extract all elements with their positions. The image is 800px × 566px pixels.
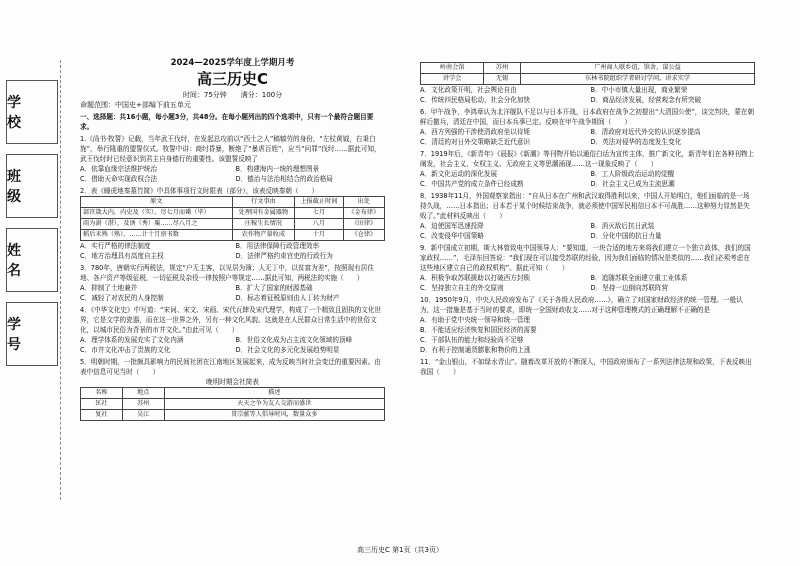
q6-option-d: D．英法对侵华的态度发生变化 bbox=[590, 138, 682, 146]
table-cell: 岭南会馆 bbox=[421, 63, 484, 74]
q6-option-b: B．清政府对近代外交的认识逐步提高 bbox=[590, 128, 701, 136]
q9-option-b: B．追随苏联全面建立重工业体系 bbox=[590, 274, 688, 282]
q1-option-d: D．德治与法治相结合的政治格局 bbox=[235, 175, 333, 183]
exam-subject: 高三历史C bbox=[196, 70, 268, 88]
q5-table-continued bbox=[420, 62, 755, 85]
q2-table bbox=[80, 196, 385, 241]
exam-scope: 命题范围：中国史+部编下前五单元 bbox=[80, 101, 191, 109]
table-cell: 无锡 bbox=[484, 74, 521, 85]
q4-option-a: A．理学体系的发展充实了文化内涵 bbox=[80, 336, 184, 344]
student-id-field: 学 号 bbox=[6, 302, 58, 366]
q11-stem: 11．“金山银山，不如绿水青山”。随着改革开放的不断深入，中国政府颁布了一系列法律法规和政策，下表反映出我国（ ） bbox=[420, 358, 752, 376]
q3-option-a: A．抑制了土地兼并 bbox=[80, 284, 138, 292]
table-cell: 苏州 bbox=[122, 399, 164, 410]
q6-option-c: C．清廷的对日外交策略缺乏近代意识 bbox=[420, 138, 531, 146]
q1-option-b: B．构建海内一统的理想图景 bbox=[235, 165, 320, 173]
q10-option-a: A．有助于党中央统一领导和统一管理 bbox=[420, 316, 531, 324]
q6-options bbox=[420, 127, 755, 147]
q1-options bbox=[80, 164, 385, 184]
q4-option-b: B．世俗文化成为占主流文化领域的顶峰 bbox=[235, 336, 353, 344]
q7-option-c: C．中国共产党的成立条件已经成熟 bbox=[420, 180, 524, 188]
q2-options bbox=[80, 241, 385, 261]
table-header: 描述 bbox=[164, 388, 384, 399]
table-cell: 八月 bbox=[295, 219, 343, 230]
table-cell: 《仓律》 bbox=[343, 230, 384, 241]
q4-option-c: C．市井文化冲击了贵族的文化 bbox=[80, 346, 171, 354]
table-cell: 稻后禾熟（熟），……计十月禀书数 bbox=[81, 230, 233, 241]
table-cell: 广州商人联乡谊，馆舍，谋公益 bbox=[521, 63, 755, 74]
q3-option-b: B．扩大了国家的财源基础 bbox=[235, 284, 313, 292]
q10-option-c: C．干部队伍的能力和经验尚不足够 bbox=[420, 336, 524, 344]
table-cell: 雨为澍（湛），及诱（秀）粟……尽八月之 bbox=[81, 219, 233, 230]
table-cell: 七月 bbox=[295, 208, 343, 219]
q7-option-d: D．社会主义已成为主流思潮 bbox=[590, 180, 675, 188]
left-column bbox=[80, 58, 385, 421]
q8-options bbox=[420, 221, 755, 241]
table-cell: 讲学会 bbox=[421, 74, 484, 85]
q1-option-a: A．依靠血缘宗法维护统治 bbox=[80, 165, 158, 173]
table-row bbox=[81, 399, 385, 410]
table-cell: 部官箴大内，内史及（实），尽七月而觱（毕） bbox=[81, 208, 233, 219]
q9-stem: 9．新中国成立初期，斯大林曾致电中国领导人：“要知道，一块合适的地方来将我们建立一个独立政体，我们的国家政权……”，毛泽东回答说：“我们现在可以接受苏联的经验，因为我们面临的情况是类似的……我们必须考虑在这些地区建立自己的政权机构”。据此可知（ ） bbox=[420, 244, 751, 272]
table-row bbox=[81, 230, 385, 241]
q8-option-a: A．迫使国军迅速投降 bbox=[420, 222, 484, 230]
q8-stem: 8．1938年11月，外国观察家指出：“自从日本在广州和武汉取得胜利以来，中国人开始明白，他们面临的是一场持久战，……日本指出；日本若于某个时候结束战争，就必须使中国军民相信日本不可战胜……这种努力显然是失败了。”此材料反映出（ ） bbox=[420, 192, 750, 220]
q4-option-d: D．社会文化的多元化发展趋势明显 bbox=[235, 346, 340, 354]
q5-options bbox=[420, 85, 755, 105]
name-field: 姓 名 bbox=[6, 228, 58, 292]
table-cell: 吴江 bbox=[122, 410, 164, 421]
q5-stem: 5．明朝时期，一批颇具影响力的民间社团在江南地区发展起来，成为反映当时社会变迁的重要因素。由表中信息可见当时（ ） bbox=[80, 358, 381, 376]
exam-title: 2024—2025学年度上学期月考 bbox=[170, 58, 295, 68]
binding-line bbox=[60, 60, 61, 500]
q2-option-b: B．用法律保障行政管理效率 bbox=[235, 242, 320, 250]
q5-table bbox=[80, 387, 385, 421]
class-field: 班 级 bbox=[6, 154, 58, 218]
page-footer: 高三历史C 第1页（共3页） bbox=[356, 546, 444, 554]
q9-options bbox=[420, 273, 755, 293]
table-cell: 农作物产量收成 bbox=[232, 230, 295, 241]
q10-option-d: D．有利于控制通货膨胀和物价的上涨 bbox=[420, 346, 531, 354]
table-cell: 东林书院组织学者研讨学问，讲求实学 bbox=[521, 74, 755, 85]
q3-option-d: D．标志着征税原则由人丁转为财产 bbox=[235, 294, 340, 302]
q7-option-a: A．新文化运动的深化发展 bbox=[420, 170, 498, 178]
right-column bbox=[420, 62, 755, 377]
table-cell: 匡社 bbox=[81, 399, 123, 410]
table-header: 行文事由 bbox=[232, 197, 295, 208]
table-row bbox=[81, 208, 385, 219]
q9-option-a: A．积极争取苏联援助以打破西方封锁 bbox=[420, 274, 531, 282]
q8-option-b: B．消灭敌后抗日武装 bbox=[590, 222, 655, 230]
table-cell: 处理国有金属器物 bbox=[232, 208, 295, 219]
q3-option-c: C．减轻了对农民的人身控制 bbox=[80, 294, 164, 302]
q2-option-d: D．法律严格约束官吏的行政行为 bbox=[235, 252, 333, 260]
q2-stem: 2．表《睡虎地秦墓竹简》中具体事项行文时限表（部分），该表反映秦朝（ ） bbox=[80, 187, 319, 195]
table-cell: 贯宗献等人倡导时风，数量众多 bbox=[164, 410, 384, 421]
table-cell: 天天之争为友人交游而盛世 bbox=[164, 399, 384, 410]
table-cell: 《金布律》 bbox=[343, 208, 384, 219]
q6-stem: 6．甲午战争，李鸿章认为北洋舰队不足以与日本开战，日本政府在战争之初提出“大清国公使”，谈完判决，蒙在朝鲜后撤兵，清廷在中国，而日本兵事已定。反映在甲午战争期间（ ） bbox=[420, 108, 755, 126]
table-cell: 十月 bbox=[295, 230, 343, 241]
q4-options bbox=[80, 335, 385, 355]
table-cell: 《田律》 bbox=[343, 219, 384, 230]
table-header: 名称 bbox=[81, 388, 123, 399]
q5-option-d: D．商品经济发展，经营观念有所突破 bbox=[590, 96, 702, 104]
q5-option-b: B．中小市镇大量出现，商业繁荣 bbox=[590, 86, 688, 94]
exam-meta: 时间：75分钟 满分：100分 bbox=[182, 91, 283, 99]
q5-table-caption: 晚明时期会社简表 bbox=[206, 378, 259, 386]
table-cell: 复社 bbox=[81, 410, 123, 421]
q10-option-b: B．不能适应经济恢复和国民经济的需要 bbox=[420, 326, 537, 334]
q5-option-a: A．文化政策开明，社会舆论自由 bbox=[420, 86, 517, 94]
table-header: 上报截止时间 bbox=[295, 197, 343, 208]
q8-option-c: C．改变侵华中国策略 bbox=[420, 232, 484, 240]
q9-option-d: D．坚持一边倒向苏联阵营 bbox=[590, 284, 669, 292]
q3-stem: 3．780年，唐朝实行两税法，规定“户无主客，以见居为簿；人无丁中，以贫富为差”，按照现有居住地、各户资产等级征税，一切征税及杂役一律按照户等规定……据此可知，两税法的实施（ ） bbox=[80, 264, 374, 282]
q4-stem: 4．《中华文化史》中写道：“宋词、宋文、宋画、宋代瓦肆及宋代理学，构成了一个精致且固执的文化世界，它是文学的瓷器，而在这一世界之外，另有一种文化风貌。这就是在人民群众日常生活中的世俗文化，以城市民俗为背景的市井文化。”由此可见（ ） bbox=[80, 306, 382, 334]
q5-option-c: C．传统四民格局松动，社会分化加快 bbox=[420, 96, 531, 104]
table-row bbox=[421, 74, 755, 85]
table-cell: 苏州 bbox=[484, 63, 521, 74]
table-row bbox=[421, 63, 755, 74]
table-row bbox=[81, 410, 385, 421]
q7-option-b: B．工人阶级政治运动的觉醒 bbox=[590, 170, 675, 178]
table-header: 出处 bbox=[343, 197, 384, 208]
q2-option-a: A．实行严格的律法制度 bbox=[80, 242, 151, 250]
table-header: 地点 bbox=[122, 388, 164, 399]
q8-option-d: D．分化中国的抗日力量 bbox=[590, 232, 662, 240]
q3-options bbox=[80, 283, 385, 303]
q2-option-c: C．地方治理具有高度自主权 bbox=[80, 252, 164, 260]
section-heading: 一、选择题：共16小题，每小题3分，共48分。在每小题列出的四个选项中，只有一个最符合题目要求。 bbox=[80, 113, 374, 131]
q10-stem: 10．1950年9月，中央人民政府发布了《关于各级人民政府……》，确立了对国家财政经济的统一管理。一般认为，这一措施是基于当时的要求，即统一全国财政收支……对于这种管理模式的正确理解不正确的是 bbox=[420, 296, 743, 314]
q10-options bbox=[420, 315, 755, 355]
q1-option-c: C．借助天命实现政权合法 bbox=[80, 175, 158, 183]
q7-stem: 7．1919年后，《新青年》《晨报》《新潮》等刊物开始以通俗白话为宣传主体，推广新文化，新青年们在各种刊物上阐发，社会主义、女权主义、无政府主义等思潮涌现……这一现象反映了（ ） bbox=[420, 150, 755, 168]
table-header: 原文 bbox=[81, 197, 233, 208]
q7-options bbox=[420, 169, 755, 189]
q1-stem: 1.《尚书·牧誓》记载，当年武王伐纣，在发起总攻前以“西土之人”稿犒劳的身份，“左杖黄钺，右秉白旄”，举行隆重的盟誓仪式。牧誓中讲：商纣昏暴，断绝了“暴虐百姓”，应当“问罪”伐纣……据此可知，武王伐纣时已经意识到君主自身德行的重要性。该盟誓反映了 bbox=[80, 135, 381, 163]
school-field: 学 校 bbox=[6, 80, 58, 144]
q9-option-c: C．坚持独立自主的外交原则 bbox=[420, 284, 504, 292]
table-row bbox=[81, 219, 385, 230]
q6-option-a: A．西方列强的干涉使清政府坐以待毙 bbox=[420, 128, 531, 136]
table-cell: 庄稼生长情况 bbox=[232, 219, 295, 230]
student-info-sidebar bbox=[6, 80, 58, 376]
